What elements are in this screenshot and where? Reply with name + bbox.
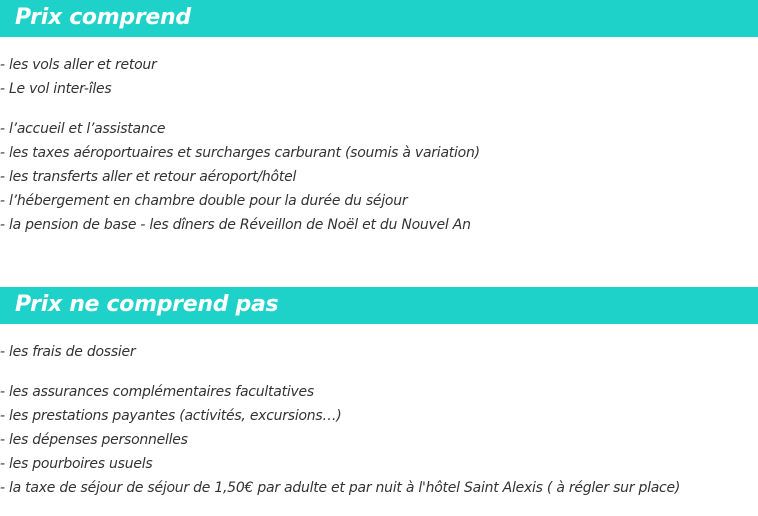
included-item: - les taxes aéroportuaires et surcharges carburant (soumis à variation) xyxy=(0,145,480,161)
included-section-title: Prix comprend xyxy=(15,5,191,30)
excluded-item: - les dépenses personnelles xyxy=(0,432,188,448)
excluded-item: - les frais de dossier xyxy=(0,344,136,360)
included-item: - les vols aller et retour xyxy=(0,57,157,73)
excluded-section-header xyxy=(0,287,758,324)
included-item: - la pension de base - les dîners de Réveillon de Noël et du Nouvel An xyxy=(0,217,471,233)
excluded-section-title: Prix ne comprend pas xyxy=(15,292,279,317)
included-item: - les transferts aller et retour aéroport/hôtel xyxy=(0,169,297,185)
included-item: - l’hébergement en chambre double pour la durée du séjour xyxy=(0,193,408,209)
included-item: - l’accueil et l’assistance xyxy=(0,121,166,137)
included-section-header xyxy=(0,0,758,37)
excluded-item: - les prestations payantes (activités, excursions…) xyxy=(0,408,342,424)
excluded-item: - les assurances complémentaires facultatives xyxy=(0,384,314,400)
excluded-item: - la taxe de séjour de séjour de 1,50€ par adulte et par nuit à l'hôtel Saint Alexis ( à régler sur place) xyxy=(0,480,681,496)
excluded-item: - les pourboires usuels xyxy=(0,456,153,472)
included-item: - Le vol inter-îles xyxy=(0,81,112,97)
